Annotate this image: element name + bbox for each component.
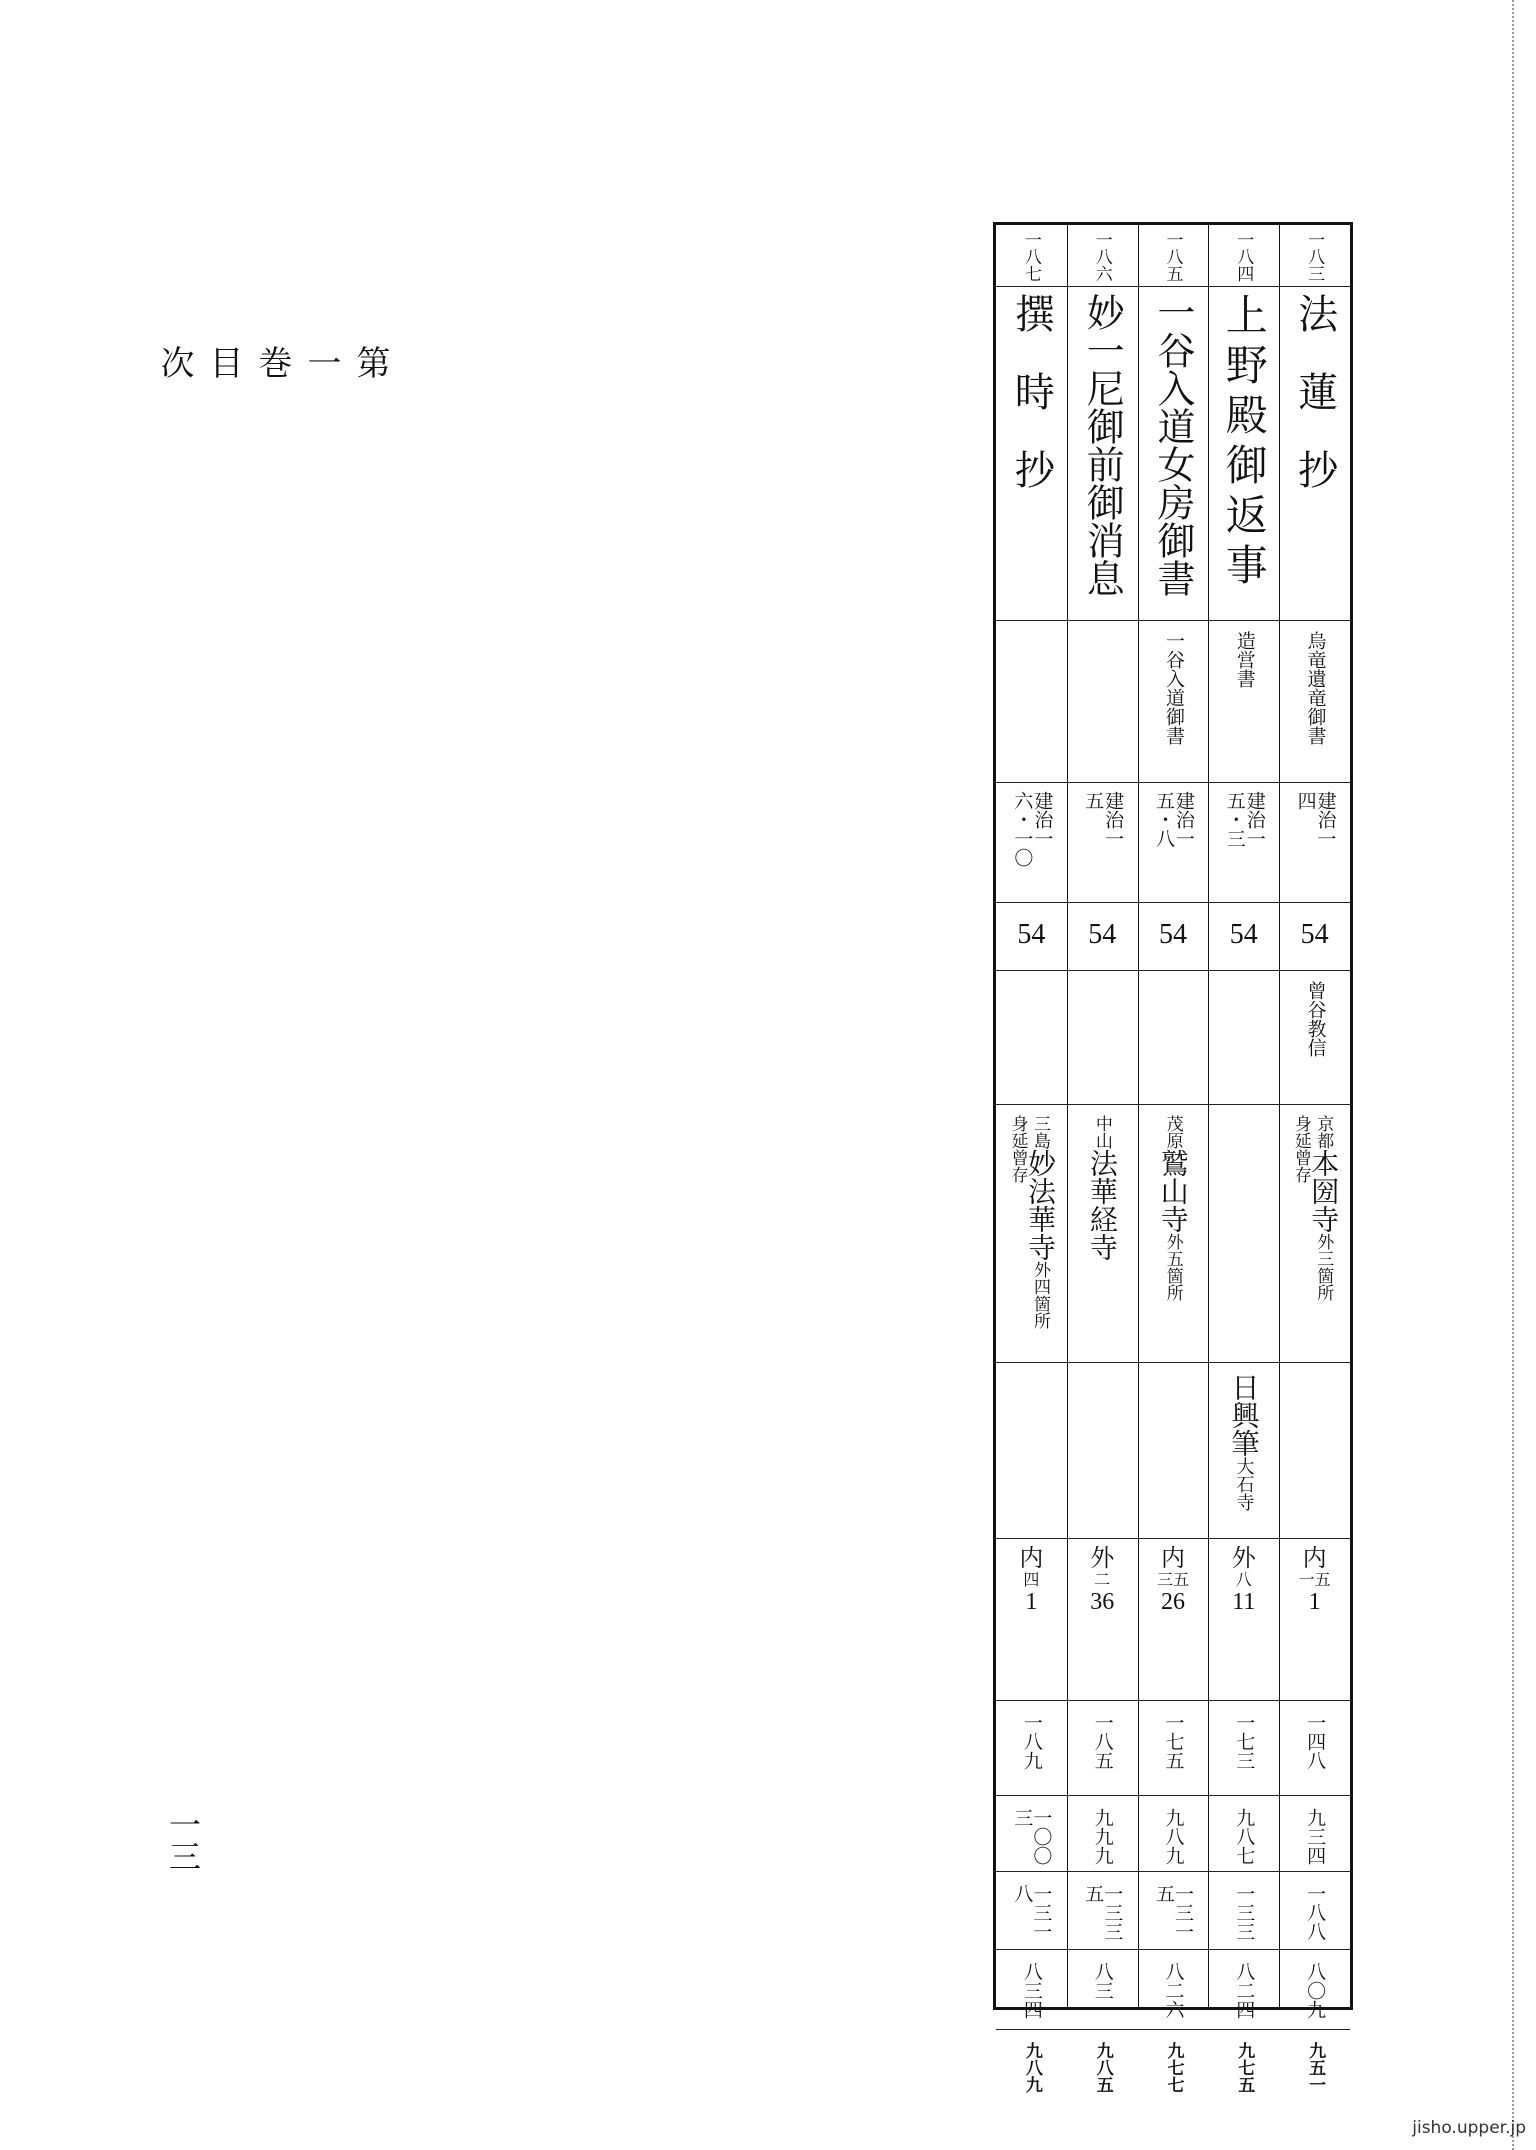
entry-date: 建治一 六・一〇 xyxy=(1011,791,1054,867)
entry-date: 建治一 五 xyxy=(1082,791,1125,848)
entry-page-ref-cell xyxy=(1138,1872,1209,1950)
location-region: 茂原 xyxy=(1162,1115,1183,1149)
location-region: 中山 xyxy=(1091,1115,1112,1149)
entry-alt-title-cell xyxy=(1067,621,1138,783)
entry-page-ref: 一三三 xyxy=(1233,1884,1256,1941)
location-note: 外五箇所 xyxy=(1162,1233,1183,1301)
scan-edge-line xyxy=(1512,0,1514,2150)
entry-page-ref-cell xyxy=(1279,1701,1350,1796)
location-temple: 妙法華寺 xyxy=(1024,1149,1058,1261)
entry-page-ref: 九七七 xyxy=(1163,2042,1184,2093)
entry-page-cell xyxy=(1067,903,1138,971)
entry-number-cell xyxy=(1279,225,1350,287)
entry-page-cell xyxy=(1138,903,1209,971)
entry-page-ref: 一七三 xyxy=(1233,1713,1256,1770)
entry-page-ref-cell xyxy=(996,1796,1067,1872)
column-divider xyxy=(1067,225,1068,2007)
entry-page-ref-cell xyxy=(1138,1950,1209,2030)
volume-title-char: 第 xyxy=(350,345,390,379)
entry-page-ref: 一八九 xyxy=(1020,1713,1043,1770)
entry-page-ref: 九九九 xyxy=(1091,1808,1114,1865)
volume-title-char: 巻 xyxy=(252,345,292,379)
entry-page: 54 xyxy=(1158,919,1187,950)
watermark: jisho.upper.jp xyxy=(1412,2118,1526,2138)
entry-page-ref-cell xyxy=(1067,1950,1138,2030)
entry-page-ref-cell xyxy=(996,1950,1067,2030)
entry-page-ref-cell xyxy=(1208,1701,1279,1796)
entry-number-cell xyxy=(996,225,1067,287)
entry-page-ref-cell xyxy=(1138,2030,1209,2100)
location-temple: 本圀寺 xyxy=(1307,1149,1341,1233)
location-temple: 鷲山寺 xyxy=(1156,1149,1190,1233)
entry-page-cell xyxy=(996,903,1067,971)
column-divider xyxy=(1138,225,1139,2007)
volume-title-char: 次 xyxy=(154,345,194,379)
entry-page-ref: 一三一八 xyxy=(1011,1884,1053,1941)
entry-page-ref: 一〇〇三 xyxy=(1011,1808,1053,1865)
entry-page: 54 xyxy=(1229,919,1258,950)
volume-title-char: 一 xyxy=(301,345,341,379)
entry-page-ref: 一八五 xyxy=(1091,1713,1114,1770)
entry-title: 上野殿御返事 xyxy=(1219,293,1269,593)
entry-date: 建治一 五・八 xyxy=(1152,791,1195,848)
reference-number: 1 xyxy=(1025,1588,1038,1615)
reference-number: 11 xyxy=(1232,1588,1256,1615)
entry-page-ref-cell xyxy=(1279,1796,1350,1872)
entry-location-cell xyxy=(996,1105,1067,1363)
entry-title-cell xyxy=(1208,287,1279,621)
entry-page-ref: 九五一 xyxy=(1305,2042,1326,2093)
location-note: 外四箇所 身延曾存 xyxy=(1007,1115,1051,1329)
toc-column xyxy=(1067,225,1138,2093)
manuscript-holder: 大石寺 xyxy=(1233,1457,1255,1511)
entry-page-ref-cell xyxy=(1279,1872,1350,1950)
entry-title-cell xyxy=(1279,287,1350,621)
entry-date-cell xyxy=(1067,783,1138,903)
toc-column xyxy=(1279,225,1350,2093)
entry-manuscript-cell xyxy=(1067,1363,1138,1539)
entry-title-cell xyxy=(1138,287,1209,621)
entry-date-cell xyxy=(1279,783,1350,903)
entry-page-ref-cell xyxy=(1208,2030,1279,2100)
entry-page-ref: 一七五 xyxy=(1162,1713,1185,1770)
entry-page-ref: 八三一 xyxy=(1091,1962,1114,2019)
entry-number: 一八七 xyxy=(1020,231,1041,282)
entry-location xyxy=(1156,1115,1190,1362)
entry-title: 法蓮抄 xyxy=(1291,293,1338,527)
entry-title: 撰時抄 xyxy=(1008,293,1055,527)
entry-page-ref: 一八八 xyxy=(1304,1884,1327,1941)
entry-recipient-cell xyxy=(1208,971,1279,1105)
entry-page-ref-cell xyxy=(996,1872,1067,1950)
entry-page-ref-cell xyxy=(1208,1950,1279,2030)
entry-page-ref-cell xyxy=(1138,1796,1209,1872)
entry-page-ref: 一三三五 xyxy=(1082,1884,1124,1941)
column-divider xyxy=(1279,225,1280,2007)
entry-page-ref-cell xyxy=(1279,2030,1350,2100)
entry-recipient: 曾谷教信 xyxy=(1304,981,1327,1057)
entry-page-ref: 八三四 xyxy=(1020,1962,1043,2019)
entry-page-cell xyxy=(1208,903,1279,971)
location-region: 京都 xyxy=(1313,1115,1334,1149)
entry-alt-title: 一谷入道御書 xyxy=(1162,631,1185,745)
toc-column xyxy=(996,225,1067,2093)
page-number: 一三 xyxy=(164,1808,202,1872)
reference-prefix: 内 xyxy=(1019,1544,1044,1572)
entry-title: 一谷入道女房御書 xyxy=(1150,293,1195,597)
reference-volume: 八 xyxy=(1235,1570,1252,1590)
entry-recipient-cell xyxy=(1279,971,1350,1105)
entry-location xyxy=(1085,1115,1119,1362)
entry-location-cell xyxy=(1208,1105,1279,1363)
toc-table xyxy=(993,222,1353,2093)
entry-page-ref: 八〇九 xyxy=(1304,1962,1327,2019)
entry-number: 一八四 xyxy=(1233,231,1254,282)
entry-page-ref: 八二四 xyxy=(1233,1962,1256,2019)
location-temple: 法華経寺 xyxy=(1085,1149,1119,1261)
reference-prefix: 外 xyxy=(1231,1544,1256,1572)
entry-page-ref-cell xyxy=(996,1701,1067,1796)
entry-page-cell xyxy=(1279,903,1350,971)
entry-date-cell xyxy=(1208,783,1279,903)
entry-page-ref: 九八九 xyxy=(1021,2042,1042,2093)
reference-volume: 三五 xyxy=(1156,1570,1189,1590)
entry-manuscript-cell xyxy=(1279,1363,1350,1539)
entry-number: 一八六 xyxy=(1091,231,1112,282)
entry-page-ref: 九八五 xyxy=(1092,2042,1113,2093)
entry-location-cell xyxy=(1279,1105,1350,1363)
entry-page-ref-cell xyxy=(1279,1950,1350,2030)
entry-location-cell xyxy=(1067,1105,1138,1363)
reference-number: 1 xyxy=(1308,1588,1321,1615)
entry-alt-title-cell xyxy=(996,621,1067,783)
entry-date-cell xyxy=(996,783,1067,903)
entry-page-ref: 八二六 xyxy=(1162,1962,1185,2019)
entry-alt-title: 烏竜遺竜御書 xyxy=(1304,631,1327,745)
entry-reference-cell xyxy=(1208,1539,1279,1701)
entry-recipient-cell xyxy=(1067,971,1138,1105)
toc-column xyxy=(1138,225,1209,2093)
entry-number-cell xyxy=(1138,225,1209,287)
entry-page-ref: 九三四 xyxy=(1304,1808,1327,1865)
reference-prefix: 内 xyxy=(1302,1544,1327,1572)
entry-alt-title-cell xyxy=(1279,621,1350,783)
reference-number: 36 xyxy=(1090,1588,1115,1615)
entry-location-cell xyxy=(1138,1105,1209,1363)
volume-title-char: 目 xyxy=(203,345,243,379)
reference-volume: 一五 xyxy=(1298,1570,1331,1590)
entry-page-ref-cell xyxy=(1067,1796,1138,1872)
entry-reference-cell xyxy=(996,1539,1067,1701)
entry-page-ref-cell xyxy=(1067,1701,1138,1796)
entry-page-ref: 九八九 xyxy=(1162,1808,1185,1865)
entry-reference-cell xyxy=(1067,1539,1138,1701)
entry-page-ref-cell xyxy=(1208,1796,1279,1872)
entry-page-ref-cell xyxy=(1138,1701,1209,1796)
entry-page-ref-cell xyxy=(1208,1872,1279,1950)
entry-alt-title-cell xyxy=(1208,621,1279,783)
location-region: 三島 xyxy=(1030,1115,1051,1149)
volume-title xyxy=(150,345,395,437)
reference-volume: 二 xyxy=(1094,1570,1111,1590)
entry-page-ref: 九七五 xyxy=(1234,2042,1255,2093)
entry-manuscript-cell xyxy=(1208,1363,1279,1539)
column-divider xyxy=(1208,225,1209,2007)
entry-recipient-cell xyxy=(1138,971,1209,1105)
entry-page-ref: 一三一五 xyxy=(1152,1884,1194,1941)
reference-prefix: 外 xyxy=(1090,1544,1115,1572)
entry-page: 54 xyxy=(1017,919,1046,950)
entry-number-cell xyxy=(1208,225,1279,287)
entry-manuscript-cell xyxy=(996,1363,1067,1539)
entry-reference-cell xyxy=(1138,1539,1209,1701)
entry-location xyxy=(1290,1115,1341,1362)
entry-title: 妙一尼御前御消息 xyxy=(1080,293,1125,597)
entry-page: 54 xyxy=(1300,919,1329,950)
entry-manuscript-cell xyxy=(1138,1363,1209,1539)
entry-number: 一八五 xyxy=(1162,231,1183,282)
reference-number: 26 xyxy=(1160,1588,1185,1615)
entry-number: 一八三 xyxy=(1304,231,1325,282)
entry-number-cell xyxy=(1067,225,1138,287)
entry-page-ref-cell xyxy=(996,2030,1067,2100)
toc-column xyxy=(1208,225,1279,2093)
entry-reference-cell xyxy=(1279,1539,1350,1701)
entry-page-ref: 九八七 xyxy=(1233,1808,1256,1865)
entry-date-cell xyxy=(1138,783,1209,903)
entry-page-ref: 一四八 xyxy=(1304,1713,1327,1770)
entry-date: 建治一 五・三 xyxy=(1223,791,1266,848)
entry-manuscript xyxy=(1227,1373,1261,1538)
entry-page-ref-cell xyxy=(1067,2030,1138,2100)
entry-page-ref-cell xyxy=(1067,1872,1138,1950)
location-note: 外三箇所 身延曾存 xyxy=(1290,1115,1334,1301)
entry-location xyxy=(1007,1115,1058,1362)
entry-title-cell xyxy=(996,287,1067,621)
entry-alt-title: 造営書 xyxy=(1233,631,1256,688)
reference-volume: 四 xyxy=(1023,1570,1040,1590)
entry-title-cell xyxy=(1067,287,1138,621)
entry-page: 54 xyxy=(1088,919,1117,950)
entry-recipient-cell xyxy=(996,971,1067,1105)
entry-date: 建治一 四 xyxy=(1294,791,1337,848)
manuscript-scribe: 日興筆 xyxy=(1227,1373,1261,1457)
entry-alt-title-cell xyxy=(1138,621,1209,783)
reference-prefix: 内 xyxy=(1160,1544,1185,1572)
